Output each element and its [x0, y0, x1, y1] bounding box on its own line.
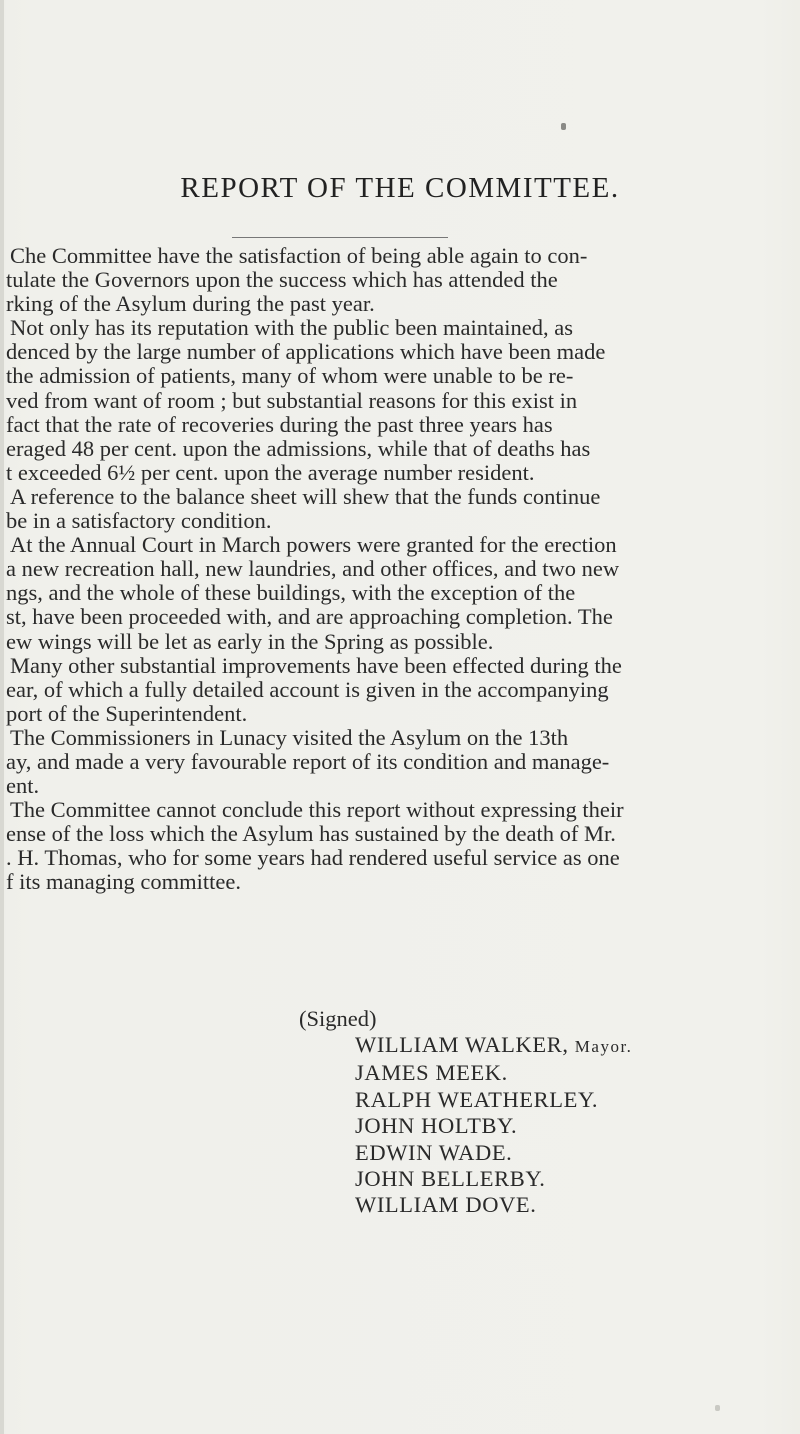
signatory-name: WILLIAM DOVE. [355, 1192, 537, 1218]
signatory-name: JOHN BELLERBY. [355, 1166, 546, 1192]
text-line: ay, and made a very favourable report of its condition and manage- [6, 749, 610, 774]
text-line: ear, of which a fully detailed account is given in the accompanying [6, 677, 609, 702]
page-title: REPORT OF THE COMMITTEE. [180, 172, 620, 204]
signatory [355, 1140, 632, 1166]
title-divider [232, 237, 448, 238]
signatory-name: JAMES MEEK. [355, 1060, 508, 1086]
text-line: eraged 48 per cent. upon the admissions, while that of deaths has [6, 436, 591, 461]
text-line: The Commissioners in Lunacy visited the Asylum on the 13th [10, 725, 569, 750]
signatory-name: JOHN HOLTBY. [355, 1113, 518, 1139]
text-line: be in a satisfactory condition. [6, 509, 272, 534]
report-body [0, 244, 760, 895]
signatory [355, 1192, 632, 1218]
signatory-name: RALPH WEATHERLEY. [355, 1086, 599, 1112]
text-line: ved from want of room ; but substantial reasons for this exist in [6, 388, 578, 413]
text-line: a new recreation hall, new laundries, and other offices, and two new [6, 557, 620, 582]
text-line: tulate the Governors upon the success which has attended the [6, 268, 558, 293]
signatory-list [355, 1032, 632, 1219]
signatory [355, 1060, 632, 1086]
text-line: rking of the Asylum during the past year. [6, 292, 375, 317]
text-line: port of the Superintendent. [6, 701, 248, 726]
text-line: t exceeded 6½ per cent. upon the average number resident. [6, 460, 535, 485]
text-line: . H. Thomas, who for some years had rendered useful service as one [6, 846, 620, 871]
signatory-name: WILLIAM WALKER, [355, 1032, 569, 1057]
signatory [355, 1113, 632, 1139]
text-line: At the Annual Court in March powers were granted for the erection [10, 533, 617, 558]
signatory [355, 1087, 632, 1113]
text-line: ent. [6, 774, 40, 799]
signatory [355, 1032, 632, 1060]
text-line: A reference to the balance sheet will shew that the funds continue [10, 484, 601, 509]
text-line: f its managing committee. [6, 870, 241, 895]
text-line: ense of the loss which the Asylum has sustained by the death of Mr. [6, 822, 616, 847]
text-line: st, have been proceeded with, and are approaching completion. The [6, 605, 613, 630]
text-line: the admission of patients, many of whom were unable to be re- [6, 364, 574, 389]
text-line: Not only has its reputation with the public been maintained, as [10, 316, 574, 341]
text-line: Many other substantial improvements have been effected during the [10, 653, 622, 678]
text-line: Che Committee have the satisfaction of being able again to con- [10, 244, 588, 268]
text-line: denced by the large number of applications which have been made [6, 340, 606, 365]
signatory-name: EDWIN WADE. [355, 1139, 513, 1165]
text-line: ew wings will be let as early in the Spring as possible. [6, 629, 494, 654]
signatory-title: Mayor. [574, 1037, 633, 1056]
text-line: fact that the rate of recoveries during the past three years has [6, 412, 553, 437]
text-line: The Committee cannot conclude this report without expressing their [10, 798, 624, 823]
signatory [355, 1166, 632, 1192]
ink-mark [715, 1405, 720, 1411]
text-line: ngs, and the whole of these buildings, with the exception of the [6, 581, 576, 606]
signed-label: (Signed) [299, 1006, 377, 1031]
ink-mark [561, 123, 566, 130]
